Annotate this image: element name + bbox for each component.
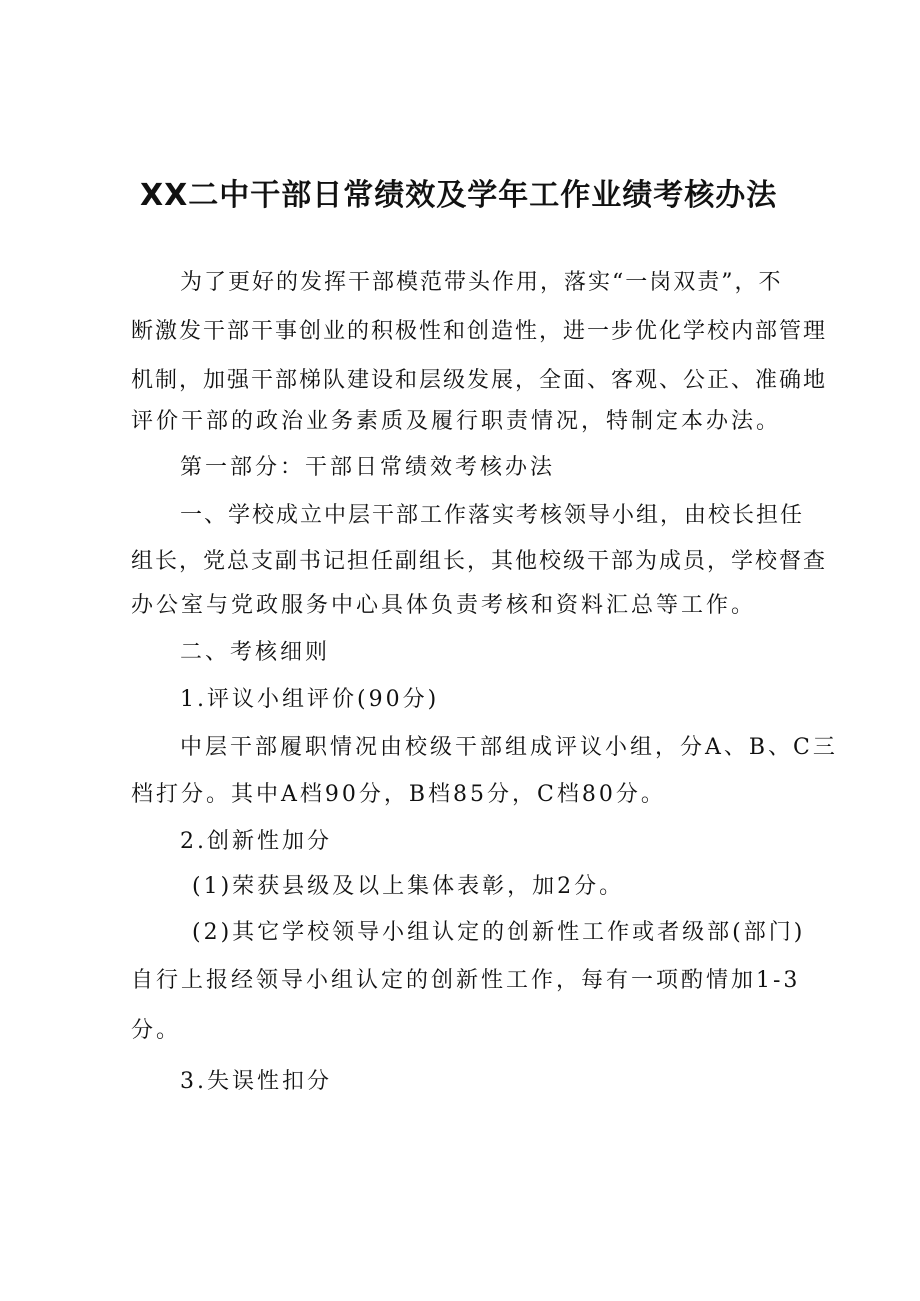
item2-sub-2-line-3: 分。: [131, 1018, 182, 1043]
item1-body-line-2: 档打分。其中A档90分，B档85分，C档80分。: [131, 782, 666, 807]
intro-line-4: 评价干部的政治业务素质及履行职责情况，特制定本办法。: [131, 409, 782, 434]
intro-line-1: 为了更好的发挥干部模范带头作用，落实“一岗双责”，不: [180, 270, 783, 295]
intro-line-3: 机制，加强干部梯队建设和层级发展，全面、客观、公正、准确地: [131, 368, 828, 393]
intro-line-2: 断激发干部干事创业的积极性和创造性，进一步优化学校内部管理: [131, 319, 828, 344]
item3-heading: 3.失误性扣分: [180, 1069, 332, 1094]
item2-sub-2-line-2: 自行上报经领导小组认定的创新性工作，每有一项酌情加1-3: [131, 968, 801, 993]
item1-heading: 1.评议小组评价(90分): [180, 687, 440, 712]
section1-line-1: 一、学校成立中层干部工作落实考核领导小组，由校长担任: [180, 503, 805, 528]
part1-heading: 第一部分：干部日常绩效考核办法: [180, 455, 556, 480]
item2-sub-2-line-1: (2)其它学校领导小组认定的创新性工作或者级部(部门): [192, 920, 806, 945]
section1-line-3: 办公室与党政服务中心具体负责考核和资料汇总等工作。: [131, 593, 757, 618]
item1-body-line-1: 中层干部履职情况由校级干部组成评议小组，分A、B、C三: [180, 735, 838, 760]
item2-sub-1: (1)荣获县级及以上集体表彰，加2分。: [192, 874, 625, 899]
section1-line-2: 组长，党总支副书记担任副组长，其他校级干部为成员，学校督查: [131, 549, 828, 574]
item2-heading: 2.创新性加分: [180, 829, 332, 854]
section2-heading: 二、考核细则: [180, 640, 331, 665]
document-title: XX二中干部日常绩效及学年工作业绩考核办法: [140, 178, 778, 213]
